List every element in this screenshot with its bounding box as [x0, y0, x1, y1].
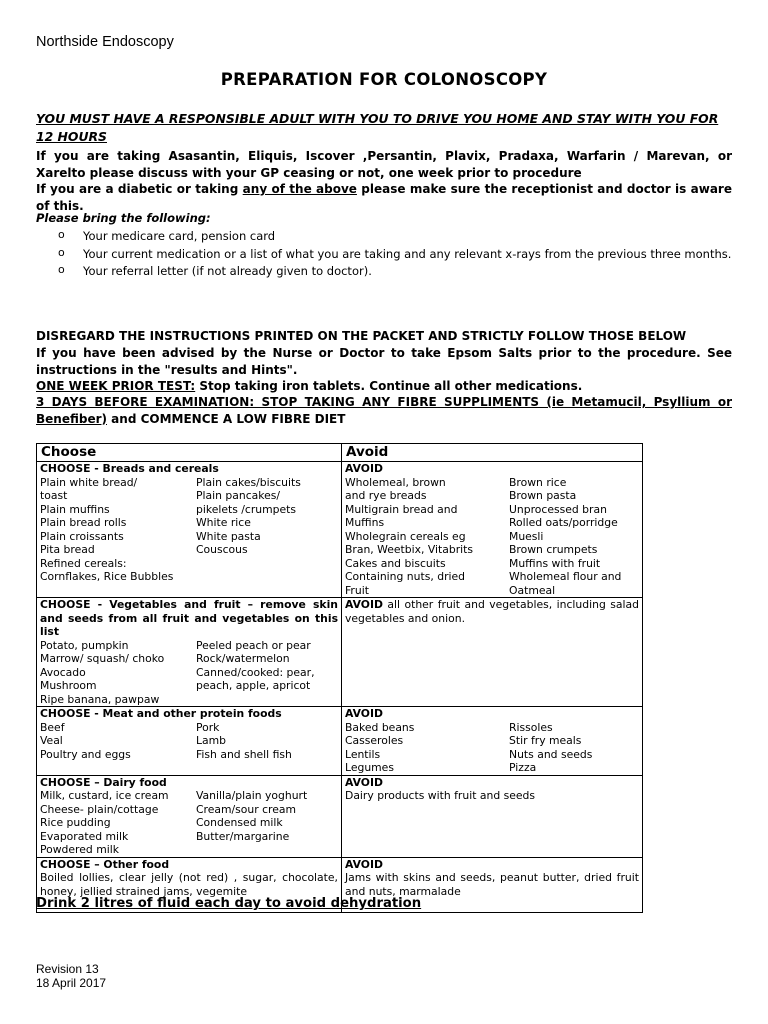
three-days-instruction [36, 394, 732, 427]
choose-column-header: Choose [37, 444, 342, 462]
list-item: Butter/margarine [196, 829, 290, 843]
choose-cell-breads [37, 462, 342, 598]
list-item: peach, apple, apricot [196, 679, 311, 692]
footer [36, 962, 106, 990]
choose-title: CHOOSE - Vegetables and fruit – remove skin and seeds from all fruit and vegetables on this list [40, 598, 338, 638]
list-item: Milk, custard, ice cream [40, 789, 169, 802]
avoid-title: AVOID [345, 462, 383, 475]
list-item: Evaporated milk [40, 829, 129, 843]
avoid-description: Jams with skins and seeds, peanut butter, dried fruit and nuts, marmalade [345, 871, 639, 898]
list-item: Lamb [196, 734, 227, 747]
list-item: Condensed milk [196, 816, 283, 829]
page-title: PREPARATION FOR COLONOSCOPY [220, 70, 548, 89]
list-item: Poultry and eggs [40, 747, 131, 761]
avoid-list [345, 476, 639, 598]
bullet-icon: o [58, 263, 65, 276]
list-item: Nuts and seeds [509, 747, 593, 761]
choose-cell-dairy [37, 775, 342, 857]
list-item: White rice [196, 516, 251, 529]
three-days-text: and COMMENCE A LOW FIBRE DIET [107, 411, 346, 426]
list-item: Brown crumpets [509, 543, 598, 556]
list-item: Unprocessed bran [509, 502, 607, 516]
list-item: Pork [196, 720, 220, 734]
list-item: Veal [40, 734, 63, 747]
avoid-cell-dairy [342, 775, 643, 857]
driver-warning: YOU MUST HAVE A RESPONSIBLE ADULT WITH YOU TO DRIVE YOU HOME AND STAY WITH YOU FOR 12 HOURS [36, 111, 719, 144]
list-item: Wholegrain cereals eg [345, 529, 466, 543]
list-item: Beef [40, 720, 65, 734]
avoid-list [345, 721, 639, 775]
diabetic-note-pre: If you are a diabetic or taking [36, 182, 243, 196]
list-item: Mushroom [40, 679, 97, 692]
choose-title: CHOOSE - Breads and cereals [40, 462, 219, 475]
list-item: Marrow/ squash/ choko [40, 652, 165, 665]
avoid-cell-protein [342, 707, 643, 776]
list-item: Rolled oats/porridge [509, 516, 618, 529]
list-item: Baked beans [345, 720, 415, 734]
list-item: pikelets /crumpets [196, 502, 297, 516]
avoid-description: Dairy products with fruit and seeds [345, 789, 535, 802]
choose-title: CHOOSE – Other food [40, 857, 170, 871]
list-item: Oatmeal [509, 583, 556, 597]
bring-item [58, 264, 738, 280]
one-week-text: Stop taking iron tablets. Continue all other medications. [195, 379, 583, 393]
one-week-label: ONE WEEK PRIOR TEST: [36, 379, 196, 393]
list-item: Cakes and biscuits [345, 556, 446, 570]
org-name: Northside Endoscopy [36, 34, 174, 50]
avoid-title: AVOID [345, 775, 383, 789]
diabetic-note [36, 181, 732, 214]
bring-item-text: Your medicare card, pension card [83, 229, 276, 243]
choose-title: CHOOSE – Dairy food [40, 775, 167, 789]
list-item: Plain pancakes/ [196, 489, 281, 502]
choose-title: CHOOSE - Meat and other protein foods [40, 707, 282, 720]
table-header-row [37, 444, 643, 462]
list-item: Fruit [345, 583, 369, 597]
list-item: Bran, Weetbix, Vitabrits [345, 543, 473, 556]
list-item: Casseroles [345, 734, 404, 747]
list-item: Cream/sour cream [196, 802, 297, 816]
list-item: Rice pudding [40, 816, 111, 829]
list-item: Multigrain bread and [345, 502, 458, 516]
list-item: Plain croissants [40, 529, 124, 543]
list-item: Muesli [509, 529, 544, 543]
diabetic-note-post: please make sure the receptionist and doctor is aware of this. [36, 182, 732, 213]
bring-item-text: Your referral letter (if not already given to doctor). [83, 264, 372, 278]
list-item: Brown pasta [509, 489, 577, 502]
choose-list [40, 721, 338, 762]
list-item: Stir fry meals [509, 734, 582, 747]
bullet-icon: o [58, 228, 65, 241]
list-item: Cornflakes, Rice Bubbles [40, 570, 174, 583]
revision-date: 18 April 2017 [36, 976, 107, 990]
list-item: White pasta [196, 529, 261, 543]
list-item: Canned/cooked: pear, [196, 665, 315, 679]
bring-item [58, 229, 738, 245]
list-item: Plain cakes/biscuits [196, 475, 301, 489]
avoid-title: AVOID [345, 598, 383, 611]
revision-number: Revision 13 [36, 962, 99, 976]
list-item: toast [40, 489, 68, 502]
bring-label: Please bring the following: [36, 211, 211, 225]
list-item: Plain muffins [40, 502, 110, 516]
list-item: Pita bread [40, 543, 95, 556]
list-item: Powdered milk [40, 843, 119, 856]
choose-cell-vegetables [37, 598, 342, 707]
three-days-label: 3 DAYS BEFORE EXAMINATION: STOP TAKING ANY FIBRE SUPPLIMENTS (ie Metamucil, Psyllium or Benefiber) [36, 395, 732, 426]
list-item: Wholemeal flour and [509, 570, 622, 583]
list-item: Peeled peach or pear [196, 638, 311, 652]
table-row [37, 462, 643, 598]
avoid-column-header: Avoid [342, 444, 643, 462]
list-item: Containing nuts, dried [345, 570, 466, 583]
list-item: Plain bread rolls [40, 516, 127, 529]
epsom-instruction: If you have been advised by the Nurse or Doctor to take Epsom Salts prior to the procedure. See instructions in the "results and Hints". [36, 346, 732, 377]
avoid-description: all other fruit and vegetables, including salad vegetables and onion. [345, 598, 639, 625]
choose-cell-protein [37, 707, 342, 776]
list-item: Couscous [196, 543, 248, 556]
bring-item [58, 247, 738, 263]
disregard-instruction: DISREGARD THE INSTRUCTIONS PRINTED ON THE PACKET AND STRICTLY FOLLOW THOSE BELOW [36, 329, 687, 343]
list-item: Brown rice [509, 475, 567, 489]
list-item: and rye breads [345, 489, 427, 502]
bring-list [58, 229, 738, 282]
list-item: Fish and shell fish [196, 747, 292, 761]
list-item: Rock/watermelon [196, 652, 290, 665]
avoid-cell-vegetables [342, 598, 643, 707]
one-week-instruction [36, 378, 732, 395]
bullet-icon: o [58, 245, 65, 259]
list-item: Legumes [345, 761, 394, 774]
list-item: Potato, pumpkin [40, 638, 129, 652]
diabetic-note-underlined: any of the above [242, 182, 357, 196]
avoid-text [345, 598, 639, 625]
list-item: Muffins [345, 516, 385, 529]
list-item: Cheese- plain/cottage [40, 802, 159, 816]
list-item: Wholemeal, brown [345, 475, 446, 489]
list-item: Plain white bread/ [40, 475, 138, 489]
choose-list [40, 639, 338, 707]
table-row [37, 707, 643, 776]
avoid-title: AVOID [345, 857, 383, 871]
diet-table [36, 443, 643, 913]
medication-note: If you are taking Asasantin, Eliquis, Iscover ,Persantin, Plavix, Pradaxa, Warfarin / Marevan, or Xarelto please discuss with your GP ceasing or not, one week prior to procedure [36, 149, 732, 180]
list-item: Avocado [40, 665, 86, 679]
list-item: Pizza [509, 761, 537, 774]
list-item: Rissoles [509, 720, 553, 734]
choose-list [40, 476, 338, 584]
list-item: Lentils [345, 747, 381, 761]
avoid-cell-breads [342, 462, 643, 598]
table-row [37, 598, 643, 707]
list-item: Ripe banana, pawpaw [40, 692, 160, 706]
table-row [37, 775, 643, 857]
choose-list [40, 789, 338, 857]
list-item: Vanilla/plain yoghurt [196, 789, 308, 802]
list-item: Muffins with fruit [509, 556, 601, 570]
list-item: Refined cereals: [40, 556, 127, 570]
fluid-instruction: Drink 2 litres of fluid each day to avoid dehydration [36, 896, 422, 911]
bring-item-text: Your current medication or a list of what you are taking and any relevant x-rays from the previous three months. [83, 246, 732, 261]
choose-description: Boiled lollies, clear jelly (not red) , sugar, chocolate, honey, jellied strained jams, vegemite [40, 871, 338, 898]
avoid-title: AVOID [345, 707, 383, 720]
